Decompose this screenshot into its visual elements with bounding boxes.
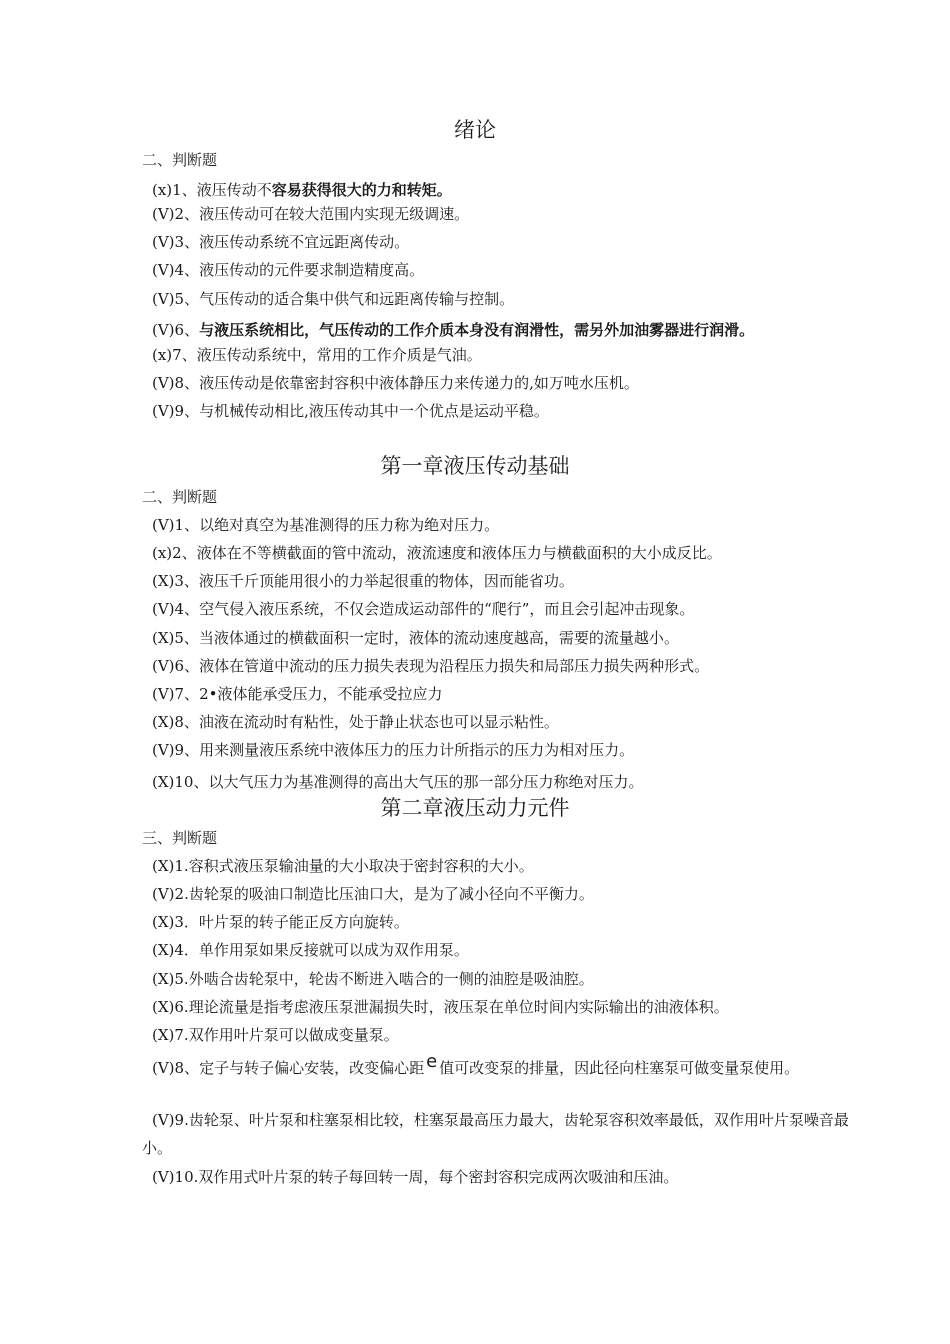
chapter2-item-8: (V)8、定子与转子偏心安装，改变偏心距 e 值可改变泵的排量，因此径向柱塞泵可做变量泵使用。 [152,1051,800,1077]
intro-item-8: (V)8、液压传动是依靠密封容积中液体静压力来传递力的,如万吨水压机。 [152,374,639,392]
chapter2-item-9: (V)9.齿轮泵、叶片泵和柱塞泵相比较，柱塞泵最高压力最大，齿轮泵容积效率最低，双作用叶片泵噪音最小。 [142,1111,849,1157]
chapter2-item-4: (X)4．单作用泵如果反接就可以成为双作用泵。 [152,941,469,959]
chapter1-item-2: (x)2、液体在不等横截面的管中流动，液流速度和液体压力与横截面积的大小成反比。 [152,544,722,562]
chapter1-item-5: (X)5、当液体通过的横截面积一定时，液体的流动速度越高，需要的流量越小。 [152,629,679,647]
chapter2-item-6: (X)6.理论流量是指考虑液压泵泄漏损失时，液压泵在单位时间内实际输出的油液体积。 [152,998,729,1016]
chapter2-item-7: (X)7.双作用叶片泵可以做成变量泵。 [152,1026,399,1044]
chapter1-item-9: (V)9、用来测量液压系统中液体压力的压力计所指示的压力为相对压力。 [152,741,635,759]
chapter2-item-3: (X)3．叶片泵的转子能正反方向旋转。 [152,913,409,931]
chapter1-item-1: (V)1、以绝对真空为基准测得的压力称为绝对压力。 [152,516,500,534]
chapter2-heading: 三、判断题 [142,829,218,847]
chapter1-item-8: (X)8、油液在流动时有粘性，处于静止状态也可以显示粘性。 [152,713,559,731]
intro-item-6: (V)6、与液压系统相比，气压传动的工作介质本身没有润滑性，需另外加油雾器进行润滑。 [152,321,755,339]
chapter2-item-1: (X)1.容积式液压泵输油量的大小取决于密封容积的大小。 [152,857,534,875]
chapter1-item-4: (V)4、空气侵入液压系统，不仅会造成运动部件的“爬行”，而且会引起冲击现象。 [152,600,695,618]
chapter2-item-2: (V)2.齿轮泵的吸油口制造比压油口大，是为了减小径向不平衡力。 [152,885,594,903]
chapter1-item-10: (X)10、以大气压力为基准测得的高出大气压的那一部分压力称绝对压力。 [152,773,644,791]
intro-item-5: (V)5、气压传动的适合集中供气和远距离传输与控制。 [152,290,515,308]
intro-title: 绪论 [454,118,496,142]
intro-item-2: (V)2、液压传动可在较大范围内实现无级调速。 [152,205,470,223]
intro-item-4: (V)4、液压传动的元件要求制造精度高。 [152,261,425,279]
intro-item-9: (V)9、与机械传动相比,液压传动其中一个优点是运动平稳。 [152,402,549,420]
chapter2-title: 第二章液压动力元件 [380,796,570,820]
chapter1-title: 第一章液压传动基础 [380,454,570,478]
intro-item-1: (x)1、液压传动不容易获得很大的力和转矩。 [152,181,452,199]
chapter1-item-6: (V)6、液体在管道中流动的压力损失表现为沿程压力损失和局部压力损失两种形式。 [152,657,710,675]
eccentricity-symbol: e [426,1051,438,1072]
chapter2-item-10: (V)10.双作用式叶片泵的转子每回转一周，每个密封容积完成两次吸油和压油。 [152,1168,679,1186]
chapter1-item-3: (X)3、液压千斤顶能用很小的力举起很重的物体，因而能省功。 [152,572,574,590]
intro-item-7: (x)7、液压传动系统中，常用的工作介质是气油。 [152,346,482,364]
intro-heading: 二、判断题 [142,151,218,169]
chapter2-item-5: (X)5.外啮合齿轮泵中，轮齿不断进入啮合的一侧的油腔是吸油腔。 [152,970,594,988]
intro-item-3: (V)3、液压传动系统不宜远距离传动。 [152,233,410,251]
chapter1-item-7: (V)7、2•液体能承受压力，不能承受拉应力 [152,685,443,703]
chapter1-heading: 二、判断题 [142,488,218,506]
